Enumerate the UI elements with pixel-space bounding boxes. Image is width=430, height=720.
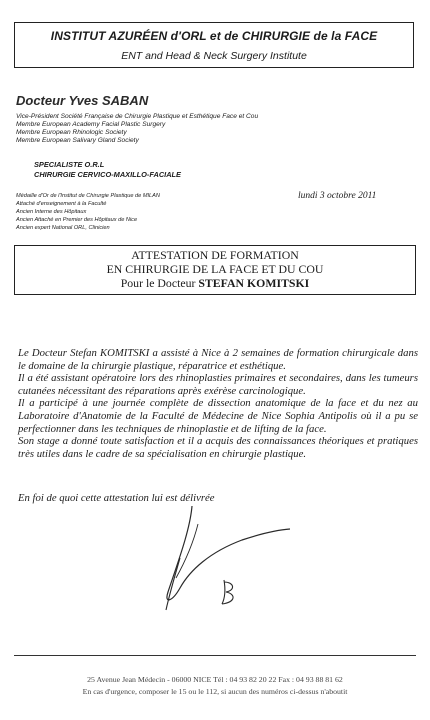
credential-line: Ancien expert National ORL, Clinicien	[16, 225, 110, 231]
title-line: Vice-Président Société Française de Chirurgie Plastique et Esthétique Face et Cou	[16, 113, 259, 120]
credential-line: Ancien Attaché en Premier des Hôpitaux de Nice	[16, 217, 138, 223]
handwritten-signature	[150, 500, 300, 615]
institute-subtitle: ENT and Head & Neck Surgery Institute	[121, 50, 307, 62]
credential-line: Ancien Interne des Hôpitaux	[16, 209, 87, 215]
footer-emergency: En cas d'urgence, composer le 15 ou le 112, si aucun des numéros ci-dessus n'aboutit	[82, 687, 348, 696]
closing-line: En foi de quoi cette attestation lui est délivrée	[18, 492, 215, 504]
title-line: Membre European Salivary Gland Society	[16, 137, 139, 144]
body-paragraph: Le Docteur Stefan KOMITSKI a assisté à Nice à 2 semaines de formation chirurgicale dans le domaine de la chirurgie plastique, réparatrice et esthétique.	[18, 347, 418, 372]
title-line: Membre European Rhinologic Society	[16, 129, 127, 136]
footer-address: 25 Avenue Jean Médecin - 06000 NICE Tél : 04 93 82 20 22 Fax : 04 93 88 81 62	[87, 675, 343, 684]
document-date: lundi 3 octobre 2011	[298, 191, 377, 201]
attestation-recipient	[14, 276, 416, 290]
recipient-prefix: Pour le Docteur	[120, 276, 199, 290]
attestation-title: ATTESTATION DE FORMATION	[131, 248, 299, 262]
recipient-name: STEFAN KOMITSKI	[198, 276, 310, 290]
footer-divider	[14, 655, 416, 656]
body-paragraph: Il a été assistant opératoire lors des rhinoplasties primaires et secondaires, dans les tumeurs cutanées nécessitant des réparations après exérèse carcinologique.	[18, 372, 418, 397]
attestation-subtitle: EN CHIRURGIE DE LA FACE ET DU COU	[106, 262, 324, 276]
specialty-line: CHIRURGIE CERVICO-MAXILLO-FACIALE	[34, 170, 181, 179]
specialty-line: SPECIALISTE O.R.L	[34, 160, 105, 169]
title-line: Membre European Academy Facial Plastic Surgery	[16, 121, 166, 128]
body-paragraph: Son stage a donné toute satisfaction et il a acquis des connaissances théoriques et pratiques très utiles dans le cadre de sa spécialisation en chirurgie plastique.	[18, 435, 418, 460]
doctor-name: Docteur Yves SABAN	[16, 93, 149, 108]
body-paragraph: Il a participé à une journée complète de dissection anatomique de la face et du nez au Laboratoire d'Anatomie de la Faculté de Médecine de Nice Sophia Antipolis où il a pu se perfectionner dans les techniques de rhinoplastie et de lifting de la face.	[18, 397, 418, 435]
institute-title: INSTITUT AZURÉEN d'ORL et de CHIRURGIE de la FACE	[50, 29, 378, 43]
credential-line: Médaille d'Or de l'Institut de Chirurgie Plastique de MILAN	[16, 193, 160, 199]
attestation-body	[18, 347, 418, 460]
credential-line: Attaché d'enseignement à la Faculté	[16, 201, 107, 207]
